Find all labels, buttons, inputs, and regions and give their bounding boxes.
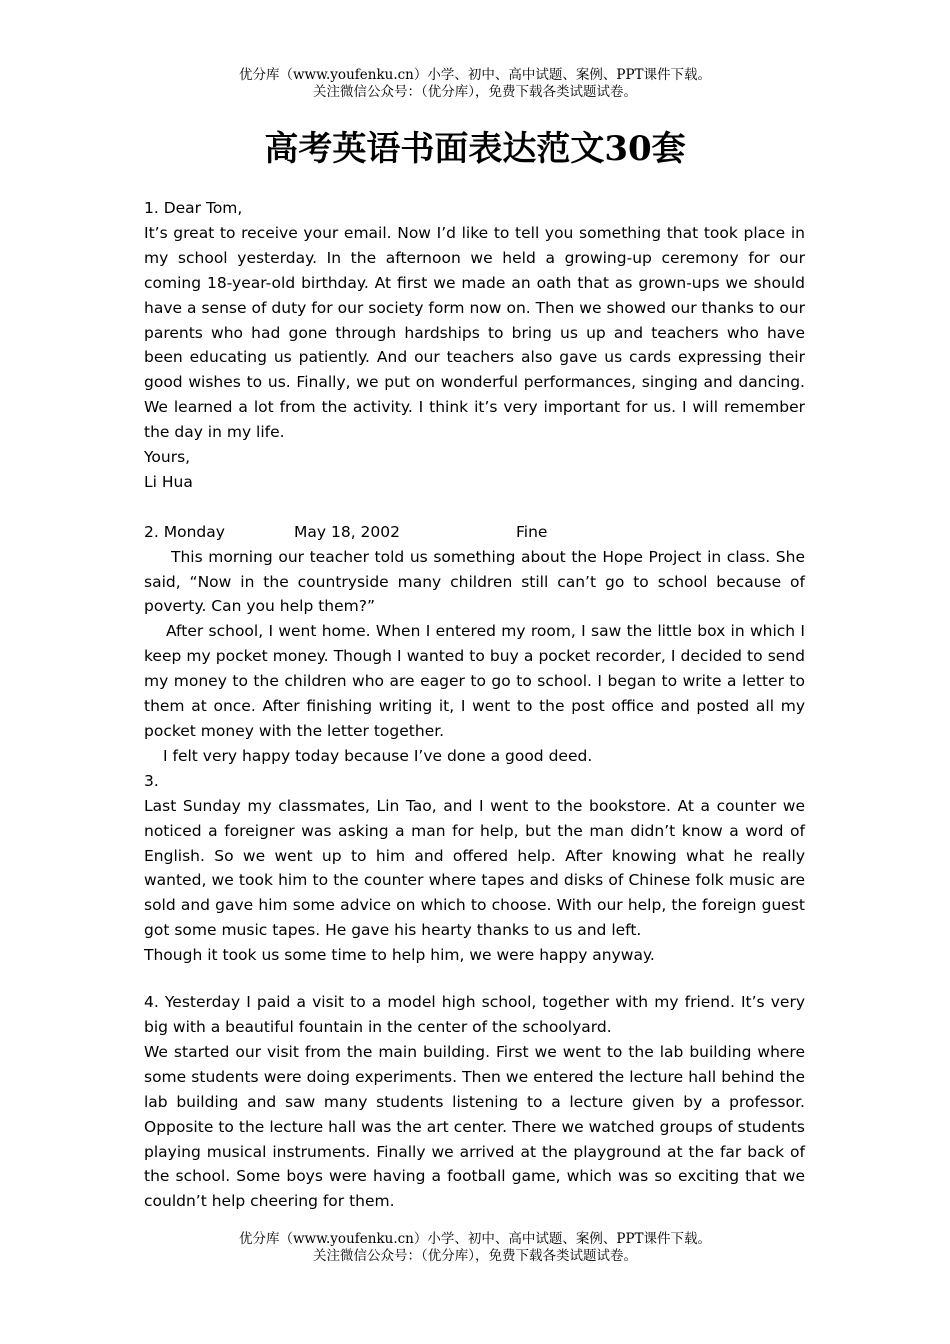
header-line-1: 优分库（www.youfenku.cn）小学、初中、高中试题、案例、PPT课件下载。 bbox=[238, 67, 712, 83]
essay-2-weather: Fine bbox=[516, 522, 548, 541]
essay-3 bbox=[144, 769, 805, 968]
footer-line-2: 关注微信公众号：（优分库），免费下载各类试题试卷。 bbox=[313, 1248, 637, 1264]
essay-2-date: May 18, 2002 bbox=[294, 522, 400, 541]
essay-2 bbox=[144, 520, 805, 769]
page-header bbox=[0, 67, 950, 101]
essay-2-day: 2. Monday bbox=[144, 522, 225, 541]
header-line-2: 关注微信公众号：（优分库），免费下载各类试题试卷。 bbox=[313, 84, 637, 100]
essay-4 bbox=[144, 990, 805, 1214]
essay-1-greeting: 1. Dear Tom, bbox=[144, 199, 243, 217]
essay-2-paragraph-1: This morning our teacher told us something about the Hope Project in class. She said, “Now in the countryside many children still can’t go to school because of poverty. Can you help them?” bbox=[144, 547, 805, 616]
footer-line-1: 优分库（www.youfenku.cn）小学、初中、高中试题、案例、PPT课件下载。 bbox=[238, 1231, 712, 1247]
essay-1-closing: Yours, bbox=[144, 448, 191, 467]
essay-1-signature: Li Hua bbox=[144, 472, 193, 491]
spacer bbox=[144, 495, 805, 520]
page-title: 高考英语书面表达范文30套 bbox=[264, 129, 686, 169]
essay-1-body: It’s great to receive your email. Now I’d like to tell you something that took place in my school yesterday. In the afternoon we held a growing-up ceremony for our coming 18-year-old birthday. At first we made an oath that as grown-ups we should have a sense of duty for our society form now on. Then we showed our thanks to our parents who had gone through hardships to bring us up and teachers who have been educating us patiently. And our teachers also gave us cards expressing their good wishes to us. Finally, we put on wonderful performances, singing and dancing. We learned a lot from the activity. I think it’s very important for us. I will remember the day in my life. bbox=[144, 223, 805, 442]
page-footer bbox=[0, 1231, 950, 1265]
essay-4-paragraph-2: We started our visit from the main building. First we went to the lab building where some students were doing experiments. Then we entered the lecture hall behind the lab building and saw many students listening to a lecture given by a professor. Opposite to the lecture hall was the art center. There we watched groups of students playing musical instruments. Finally we arrived at the playground at the far back of the school. Some boys were having a football game, which was so exciting that we couldn’t help cheering for them. bbox=[144, 1042, 805, 1211]
spacer bbox=[144, 968, 805, 990]
essay-1 bbox=[144, 196, 805, 495]
essay-2-paragraph-3: I felt very happy today because I’ve done a good deed. bbox=[163, 746, 593, 765]
essay-3-body: Last Sunday my classmates, Lin Tao, and I went to the bookstore. At a counter we noticed a foreigner was asking a man for help, but the man didn’t know a word of English. So we went up to him and offered help. After knowing what he really wanted, we took him to the counter where tapes and disks of Chinese folk music are sold and gave him some advice on which to choose. With our help, the foreign guest got some music tapes. He gave his hearty thanks to us and left. bbox=[144, 796, 805, 940]
essay-2-diary-header bbox=[144, 520, 805, 545]
essay-4-paragraph-1: 4. Yesterday I paid a visit to a model high school, together with my friend. It’s very big with a beautiful fountain in the center of the schoolyard. bbox=[144, 993, 805, 1036]
essay-2-paragraph-2: After school, I went home. When I entered my room, I saw the little box in which I keep my pocket money. Though I wanted to buy a pocket recorder, I decided to send my money to the children who are eager to go to school. I began to write a letter to them at once. After finishing writing it, I went to the post office and posted all my pocket money with the letter together. bbox=[144, 622, 805, 741]
essay-3-last-line: Though it took us some time to help him, we were happy anyway. bbox=[144, 946, 655, 965]
essay-3-number: 3. bbox=[144, 771, 159, 790]
document-body bbox=[144, 196, 805, 1214]
